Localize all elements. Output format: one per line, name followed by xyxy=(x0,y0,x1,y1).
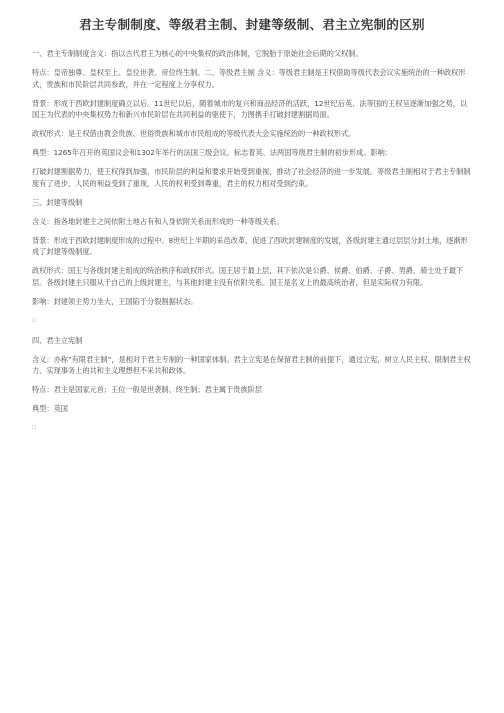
paragraph-autocracy-features: 特点：皇帝独尊、皇权至上、皇位世袭、帝位终生制。二、等级君主制 含义：等级君主制是王权借助等级代表会议实施统治的一种政权形式，贵族和市民阶层共同参政，并在一定程度上分享权力。 xyxy=(32,68,466,89)
section-heading-constitutional-monarchy: 四、君主立宪制 xyxy=(32,335,83,345)
paragraph-estate-monarchy-background: 背景：形成于西欧封建制度确立以后。11世纪以后，随着城市的复兴和商品经济的活跃，12世纪后英、法等国的王权呈逐渐加强之势，以国王为代表的中央集权势力和新兴市民阶层在共同利益的驱使下，力图携手打破封建割据局面。 xyxy=(32,98,468,119)
page-title: 君主专制制度、等级君主制、封建等级制、君主立宪制的区别 xyxy=(79,17,425,32)
blank-line-marker: ▫ xyxy=(32,315,37,324)
paragraph-feudal-definition: 含义：指各地封建主之间依附土地占有和人身依附关系而形成的一种等级关系。 xyxy=(32,216,284,226)
paragraph-feudal-background: 背景：形成于西欧封建制度形成的过程中。8世纪上半期的采邑改革，促进了西欧封建制度的发展，各级封建主通过层层分封土地，逐渐形成了封建等级制度。 xyxy=(32,235,468,256)
paragraph-estate-monarchy-regime: 政权形式：是王权借由教会贵族、世俗贵族和城市市民组成的等级代表大会实施统治的一种政权形式。 xyxy=(32,129,356,138)
paragraph-estate-monarchy-impact: 打破封建割据势力，使王权得到加强，市民阶层的利益和要求开始受到重视，推动了社会经济的进一步发展。等级君主制相对于君主专制制度有了进步，人民的利益受到了重视，人民的权利受到尊重，君主的权力相对受到约束。 xyxy=(32,167,471,188)
paragraph-constitutional-typical: 典型：英国 xyxy=(32,404,68,413)
paragraph-feudal-regime: 政权形式：国王与各级封建主组成的统治秩序和政权形式。国王居于最上层，其下依次是公爵、侯爵、伯爵、子爵、男爵，骑士处于最下层。各级封建主只服从于自己的上级封建主，与其他封建主没有依附关系。国王是名义上的最高统治者，但是实际权力有限。 xyxy=(32,266,464,287)
section-heading-feudal-hierarchy: 三、封建等级制 xyxy=(32,197,83,207)
blank-line-marker: ▫ xyxy=(32,423,37,431)
paragraph-estate-monarchy-typical: 典型：1265年召开的英国议会和1302年举行的法国三级会议，标志着英、法两国等级君主制的初步形成。影响： xyxy=(32,148,393,157)
paragraph-autocracy-definition: 一、君主专制制度含义：指以古代君王为核心的中央集权的政治体制，它脱胎于原始社会后期的父权制。 xyxy=(32,49,363,58)
paragraph-constitutional-definition: 含义：亦称“有限君主制”，是相对于君主专制的一种国家体制。君主立宪是在保留君主制的前提下，通过立宪，树立人民主权、限制君主权力、实现事务上的共和主义理想但不采共和政体。 xyxy=(32,354,471,375)
paragraph-feudal-impact: 影响：封建领主势力坐大，王国陷于分裂割据状态。 xyxy=(32,296,198,306)
paragraph-constitutional-features: 特点：君主是国家元首；王位一般是世袭制、终生制；君主属于贵族阶层 xyxy=(32,385,263,394)
